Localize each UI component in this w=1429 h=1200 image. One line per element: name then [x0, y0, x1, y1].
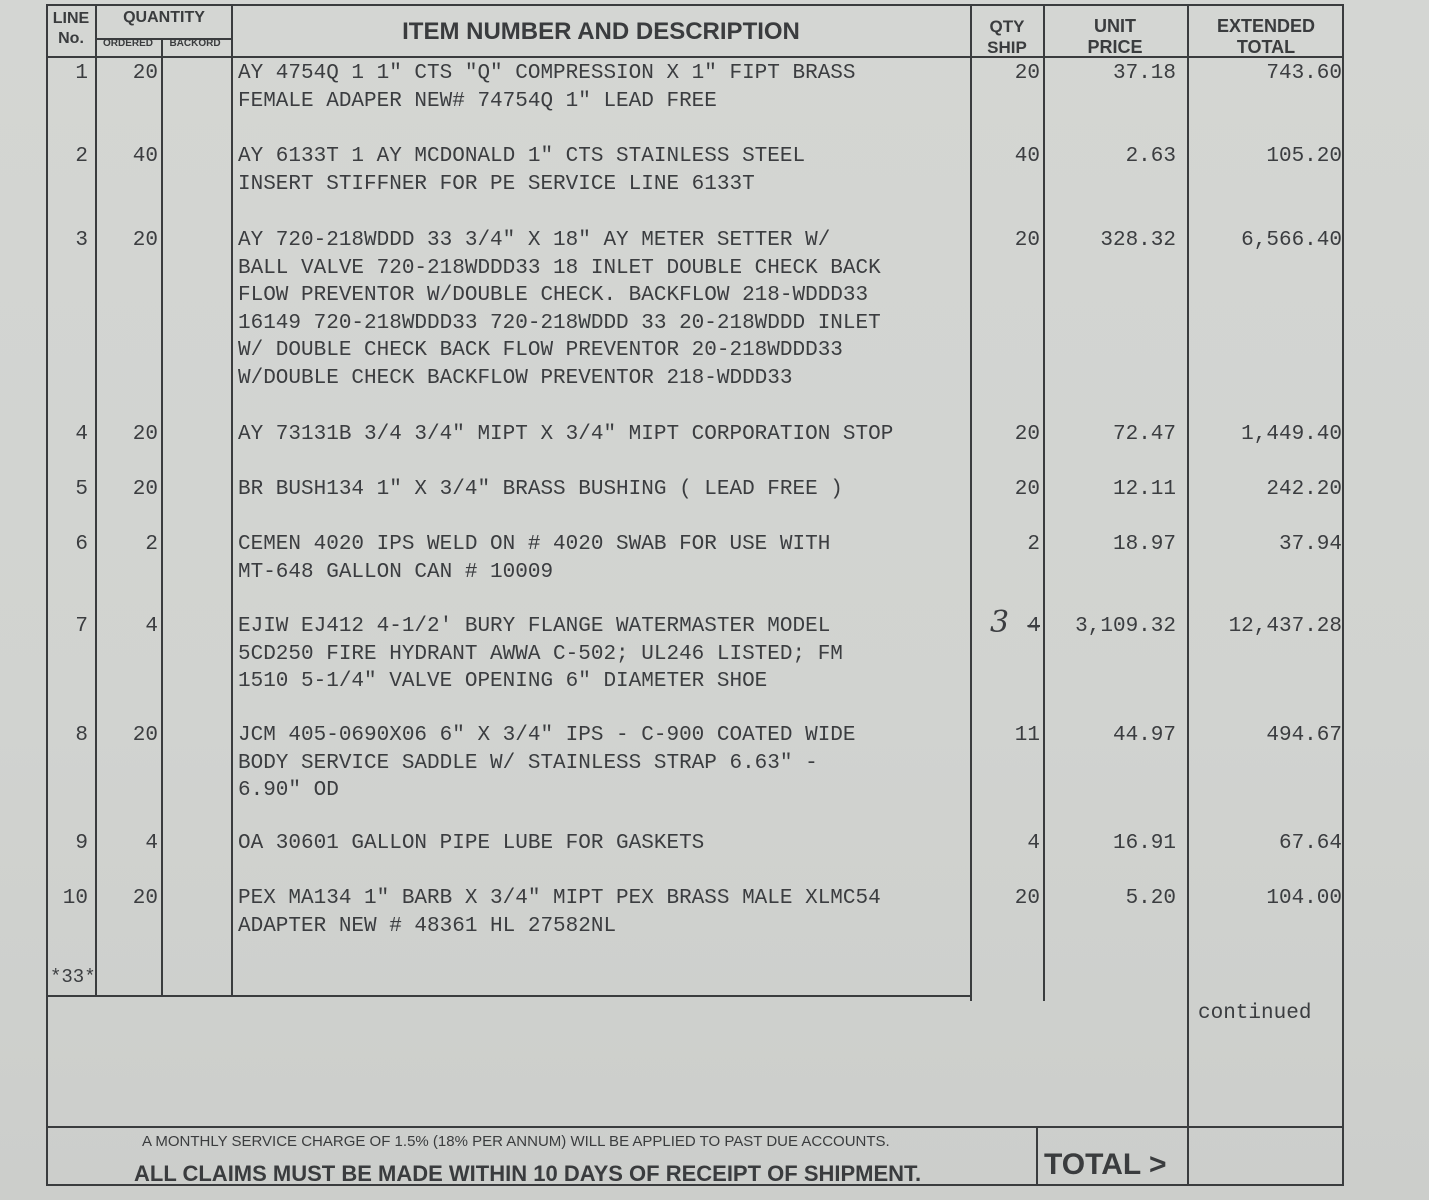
- header-extended-label: EXTENDED: [1216, 16, 1315, 36]
- qty-shipped: 11: [1014, 724, 1040, 747]
- item-description-line: FLOW PREVENTOR W/DOUBLE CHECK. BACKFLOW 218-WDDD33: [238, 284, 869, 307]
- qty-ordered: 20: [132, 724, 158, 747]
- qty-ordered: 20: [132, 229, 158, 252]
- item-description-line: JCM 405-0690X06 6" X 3/4" IPS - C-900 COATED WIDE: [238, 724, 856, 747]
- extended-total: 494.67: [1266, 724, 1342, 747]
- qty-shipped: 40: [1014, 145, 1040, 168]
- claims-notice: ALL CLAIMS MUST BE MADE WITHIN 10 DAYS OF RECEIPT OF SHIPMENT.: [134, 1161, 922, 1186]
- item-description-line: AY 73131B 3/4 3/4" MIPT X 3/4" MIPT CORPORATION STOP: [238, 423, 894, 446]
- qty-ordered: 2: [145, 533, 158, 556]
- col-divider: [231, 6, 233, 996]
- item-description-line: W/ DOUBLE CHECK BACK FLOW PREVENTOR 20-218WDDD33: [238, 339, 843, 362]
- line-number: 8: [75, 724, 88, 747]
- item-description-line: PEX MA134 1" BARB X 3/4" MIPT PEX BRASS MALE XLMC54: [238, 887, 881, 910]
- item-description-line: 1510 5-1/4" VALVE OPENING 6" DIAMETER SHOE: [238, 670, 768, 693]
- extended-total: 743.60: [1266, 62, 1342, 85]
- header-unit-price: [1044, 16, 1186, 58]
- qty-ordered: 20: [132, 478, 158, 501]
- item-description-line: BALL VALVE 720-218WDDD33 18 INLET DOUBLE CHECK BACK: [238, 256, 881, 280]
- item-description-line: 6.90" OD: [238, 779, 339, 802]
- unit-price: 37.18: [1112, 62, 1176, 85]
- item-description-line: CEMEN 4020 IPS WELD ON # 4020 SWAB FOR USE WITH: [238, 533, 831, 556]
- extended-total: 37.94: [1278, 533, 1342, 556]
- unit-price: 44.97: [1112, 724, 1176, 747]
- unit-price: 5.20: [1125, 887, 1176, 910]
- line-number: 4: [75, 423, 88, 446]
- line-number: 9: [75, 832, 88, 855]
- header-extended-total: [1188, 16, 1344, 58]
- header-line-no: [48, 9, 94, 49]
- qty-ordered: 4: [145, 832, 158, 855]
- qty-ordered: 20: [132, 62, 158, 85]
- item-description-line: AY 6133T 1 AY MCDONALD 1" CTS STAINLESS STEEL: [238, 145, 806, 168]
- line-number: 2: [75, 145, 88, 168]
- extended-total: 242.20: [1266, 478, 1342, 501]
- extended-total: 1,449.40: [1241, 423, 1342, 446]
- unit-price: 3,109.32: [1075, 615, 1176, 638]
- item-description-line: MT-648 GALLON CAN # 10009: [238, 560, 554, 584]
- extended-total: 104.00: [1266, 887, 1342, 910]
- item-description-line: EJIW EJ412 4-1/2' BURY FLANGE WATERMASTER MODEL: [238, 615, 831, 638]
- qty-shipped: 2: [1027, 533, 1040, 556]
- extended-total: 105.20: [1266, 145, 1342, 168]
- line-number: 10: [62, 887, 88, 910]
- header-backord: BACKORD: [169, 38, 221, 49]
- continued-label: continued: [1198, 1002, 1312, 1025]
- unit-price: 328.32: [1100, 229, 1176, 252]
- row-divider: [48, 1126, 1344, 1128]
- handwritten-qty-correction: 3: [990, 605, 1010, 640]
- header-line-label: LINE: [52, 10, 90, 27]
- header-unit-label: UNIT: [1094, 16, 1136, 36]
- item-description-line: 16149 720-218WDDD33 720-218WDDD 33 20-218WDDD INLET: [238, 311, 881, 335]
- qty-shipped: 20: [1014, 423, 1040, 446]
- qty-shipped: 4: [1027, 615, 1040, 638]
- header-no-label: No.: [58, 30, 84, 47]
- qty-ordered: 4: [145, 615, 158, 638]
- header-ship-label: SHIP: [987, 38, 1027, 57]
- header-total-label: TOTAL: [1236, 37, 1296, 57]
- item-count-marker: *33*: [50, 966, 96, 988]
- extended-total: 12,437.28: [1228, 615, 1342, 638]
- row-divider: [48, 995, 971, 997]
- item-description-line: BODY SERVICE SADDLE W/ STAINLESS STRAP 6.63" -: [238, 751, 818, 775]
- extended-total: 6,566.40: [1241, 229, 1342, 252]
- item-description-line: ADAPTER NEW # 48361 HL 27582NL: [238, 914, 617, 938]
- unit-price: 2.63: [1125, 145, 1176, 168]
- qty-shipped: 20: [1014, 478, 1040, 501]
- header-item-description: ITEM NUMBER AND DESCRIPTION: [402, 18, 800, 45]
- item-description-line: INSERT STIFFNER FOR PE SERVICE LINE 6133T: [238, 172, 755, 196]
- qty-shipped: 20: [1014, 229, 1040, 252]
- qty-shipped: 20: [1014, 62, 1040, 85]
- service-charge-note: A MONTHLY SERVICE CHARGE OF 1.5% (18% PER ANNUM) WILL BE APPLIED TO PAST DUE ACCOUNTS.: [142, 1133, 890, 1150]
- col-divider: [1036, 1128, 1038, 1186]
- header-qty-label: QTY: [989, 17, 1025, 36]
- col-divider: [1043, 6, 1045, 1001]
- item-description-line: 5CD250 FIRE HYDRANT AWWA C-502; UL246 LISTED; FM: [238, 642, 843, 666]
- line-number: 3: [75, 229, 88, 252]
- item-description-line: W/DOUBLE CHECK BACKFLOW PREVENTOR 218-WDDD33: [238, 366, 793, 390]
- unit-price: 12.11: [1112, 478, 1176, 501]
- col-divider: [1187, 6, 1189, 1186]
- qty-shipped: 4: [1027, 832, 1040, 855]
- qty-ordered: 20: [132, 423, 158, 446]
- header-price-label: PRICE: [1087, 37, 1143, 57]
- item-description-line: BR BUSH134 1" X 3/4" BRASS BUSHING ( LEAD FREE ): [238, 478, 843, 501]
- line-number: 7: [75, 615, 88, 638]
- qty-ordered: 20: [132, 887, 158, 910]
- col-divider: [161, 40, 163, 996]
- extended-total: 67.64: [1278, 832, 1342, 855]
- header-qty-ship: [971, 16, 1043, 58]
- item-description-line: FEMALE ADAPER NEW# 74754Q 1" LEAD FREE: [238, 89, 717, 113]
- item-description-line: AY 720-218WDDD 33 3/4" X 18" AY METER SETTER W/: [238, 229, 831, 252]
- item-description-line: OA 30601 GALLON PIPE LUBE FOR GASKETS: [238, 832, 705, 855]
- qty-ordered: 40: [132, 145, 158, 168]
- unit-price: 18.97: [1112, 533, 1176, 556]
- line-number: 5: [75, 478, 88, 501]
- item-description-line: AY 4754Q 1 1" CTS "Q" COMPRESSION X 1" FIPT BRASS: [238, 62, 856, 85]
- line-number: 6: [75, 533, 88, 556]
- unit-price: 16.91: [1112, 832, 1176, 855]
- header-quantity: QUANTITY: [123, 9, 205, 26]
- header-ordered: ORDERED: [102, 38, 153, 49]
- line-number: 1: [75, 62, 88, 85]
- total-label: TOTAL >: [1044, 1148, 1167, 1181]
- unit-price: 72.47: [1112, 423, 1176, 446]
- qty-shipped: 20: [1014, 887, 1040, 910]
